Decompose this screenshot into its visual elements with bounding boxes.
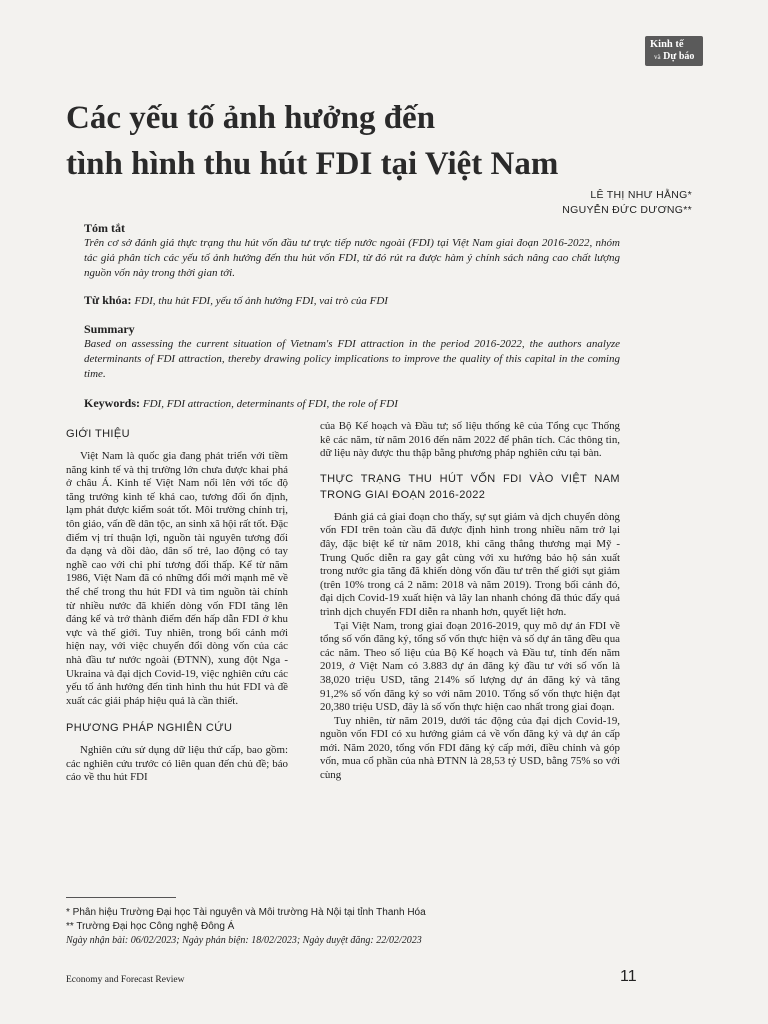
section-heading-situation: THỰC TRẠNG THU HÚT VỐN FDI VÀO VIỆT NAM TRONG GIAI ĐOẠN 2016-2022 bbox=[320, 472, 620, 501]
article-dates: Ngày nhận bài: 06/02/2023; Ngày phản biện: 18/02/2023; Ngày duyệt đăng: 22/02/2023 bbox=[66, 935, 422, 946]
keywords-en-label: Keywords: bbox=[84, 396, 140, 410]
keywords-en bbox=[84, 396, 620, 412]
left-column bbox=[66, 426, 288, 785]
section-heading-intro: GIỚI THIỆU bbox=[66, 428, 130, 440]
paragraph-data-sources: của Bộ Kế hoạch và Đầu tư; số liệu thống kê của Tổng cục Thống kê các năm, từ năm 2016 đến năm 2022 để phân tích. Các thông tin, dữ liệu này được thu thập bằng phương pháp nghiên cứu tại bàn. bbox=[320, 420, 620, 460]
paragraph-situation-1: Đánh giá cả giai đoạn cho thấy, sự sụt giảm và dịch chuyển dòng vốn FDI trên toàn cầu đã được định hình trong nhiều năm trở lại đây, đặc biệt kể từ năm 2018, khi căng thẳng thương mại Mỹ - Trung Quốc diễn ra gay gắt cùng với xu hướng bảo hộ sản xuất trong nước gia tăng đã khiến dòng vốn đầu tư trên thế giới sụt giảm (trên 10% trong cả 2 năm: 2018 và năm 2019). Trong bối cảnh đó, đại dịch Covid-19 xuất hiện và lây lan nhanh chóng đã thúc đẩy quá trình dịch chuyển FDI diễn ra nhanh hơn, quyết liệt hơn. bbox=[320, 510, 620, 618]
badge-line-2: và Dự báo bbox=[654, 51, 695, 62]
paragraph-method: Nghiên cứu sử dụng dữ liệu thứ cấp, bao gồm: các nghiên cứu trước có liên quan đến chủ đề; báo cáo về thu hút FDI bbox=[66, 744, 288, 784]
right-column bbox=[320, 420, 620, 783]
badge-line-1: Kinh tế bbox=[650, 39, 684, 50]
author-list bbox=[562, 188, 692, 218]
journal-logo-badge bbox=[645, 36, 703, 66]
footnote-2: ** Trường Đại học Công nghệ Đông Á bbox=[66, 921, 235, 932]
author-1: LÊ THỊ NHƯ HẰNG* bbox=[590, 189, 692, 201]
abstract-en-heading: Summary bbox=[84, 322, 135, 336]
footnote-1: * Phân hiệu Trường Đại học Tài nguyên và Môi trường Hà Nội tại tỉnh Thanh Hóa bbox=[66, 907, 426, 918]
title-line-1: Các yếu tố ảnh hưởng đến bbox=[66, 100, 436, 136]
paragraph-situation-2: Tại Việt Nam, trong giai đoạn 2016-2019, quy mô dự án FDI về tổng số vốn đăng ký, tổng số vốn thực hiện và số dự án tăng đều qua các năm. Theo số liệu của Bộ Kế hoạch và Đầu tư, tính đến năm 2019, ở Việt Nam có 3.883 dự án đăng ký đầu tư với số vốn là 38,020 triệu USD, tăng 214% số lượng dự án đăng ký và tăng 91,2% số vốn đăng ký so với năm 2010. Tổng số vốn thực hiện đạt 20,380 triệu USD, đây là số vốn thực hiện cao nhất trong giai đoạn. bbox=[320, 619, 620, 714]
footnote-divider bbox=[66, 897, 176, 898]
abstract-en bbox=[84, 322, 620, 382]
keywords-en-text: FDI, FDI attraction, determinants of FDI, the role of FDI bbox=[142, 398, 398, 410]
section-heading-method: PHƯƠNG PHÁP NGHIÊN CỨU bbox=[66, 722, 233, 735]
article-title bbox=[66, 95, 558, 187]
keywords-vi-text: FDI, thu hút FDI, yếu tố ảnh hưởng FDI, vai trò của FDI bbox=[134, 295, 388, 307]
abstract-en-text: Based on assessing the current situation of Vietnam's FDI attraction in the period 2016-2022, the authors analyze determinants of FDI attraction, thereby drawing policy implications to improve the quality of this capital in the coming time. bbox=[84, 338, 620, 380]
journal-name-footer: Economy and Forecast Review bbox=[66, 975, 185, 985]
keywords-vi-label: Từ khóa: bbox=[84, 293, 132, 307]
author-2: NGUYỄN ĐỨC DƯƠNG** bbox=[562, 204, 692, 216]
page-number: 11 bbox=[620, 968, 637, 985]
title-line-2: tình hình thu hút FDI tại Việt Nam bbox=[66, 146, 559, 182]
keywords-vi bbox=[84, 293, 620, 309]
paragraph-situation-3: Tuy nhiên, từ năm 2019, dưới tác động của đại dịch Covid-19, nguồn vốn FDI có xu hướng giảm cả về vốn đăng ký và dự án cấp mới. Năm 2020, tổng vốn FDI đăng ký cấp mới, điều chỉnh và góp vốn, mua cổ phần của nhà ĐTNN là 28,53 tỷ USD, bằng 75% so với cùng bbox=[320, 714, 620, 782]
abstract-vi-text: Trên cơ sở đánh giá thực trạng thu hút vốn đầu tư trực tiếp nước ngoài (FDI) tại Việt Nam giai đoạn 2016-2022, nhóm tác giả phân tích các yếu tố ảnh hưởng đến thu hút vốn FDI, từ đó rút ra được hàm ý chính sách nâng cao chất lượng nguồn vốn này trong thời gian tới. bbox=[84, 237, 620, 279]
paragraph-intro: Việt Nam là quốc gia đang phát triển với tiềm năng kinh tế và thị trường lớn chưa được khai phá ở châu Á. Kinh tế Việt Nam nổi lên với tốc độ tăng trưởng kinh tế khá cao, tương đối ổn định, lạm phát được kiểm soát tốt. Môi trường chính trị, tôn giáo, vấn đề dân tộc, an sinh xã hội rất tốt. Đặc điểm vị trí thuận lợi, nguồn tài nguyên tương đối đa dạng và dồi dào, dân số trẻ, lao động có tay nghề cao với chi phí tương đối thấp. Kể từ năm 1986, Việt Nam đã có những đổi mới mạnh mẽ về thể chế trong thu hút FDI và tìm nguồn tài chính từ nhiều nước đã khiến dòng vốn FDI tăng lên đáng kể và trở thành điểm đến hấp dẫn FDI ở khu vực và thế giới. Tuy nhiên, trong bối cảnh mới hiện nay, với việc chuyển đổi dòng vốn của các nhà đầu tư nước ngoài (ĐTNN), xung đột Nga - Ukraina và đại dịch Covid-19, việc nghiên cứu các yếu tố ảnh hưởng đến tình hình thu hút FDI và đề xuất các giải pháp hiệu quả là cần thiết. bbox=[66, 450, 288, 707]
abstract-vi bbox=[84, 221, 620, 281]
abstract-vi-heading: Tóm tắt bbox=[84, 221, 125, 235]
